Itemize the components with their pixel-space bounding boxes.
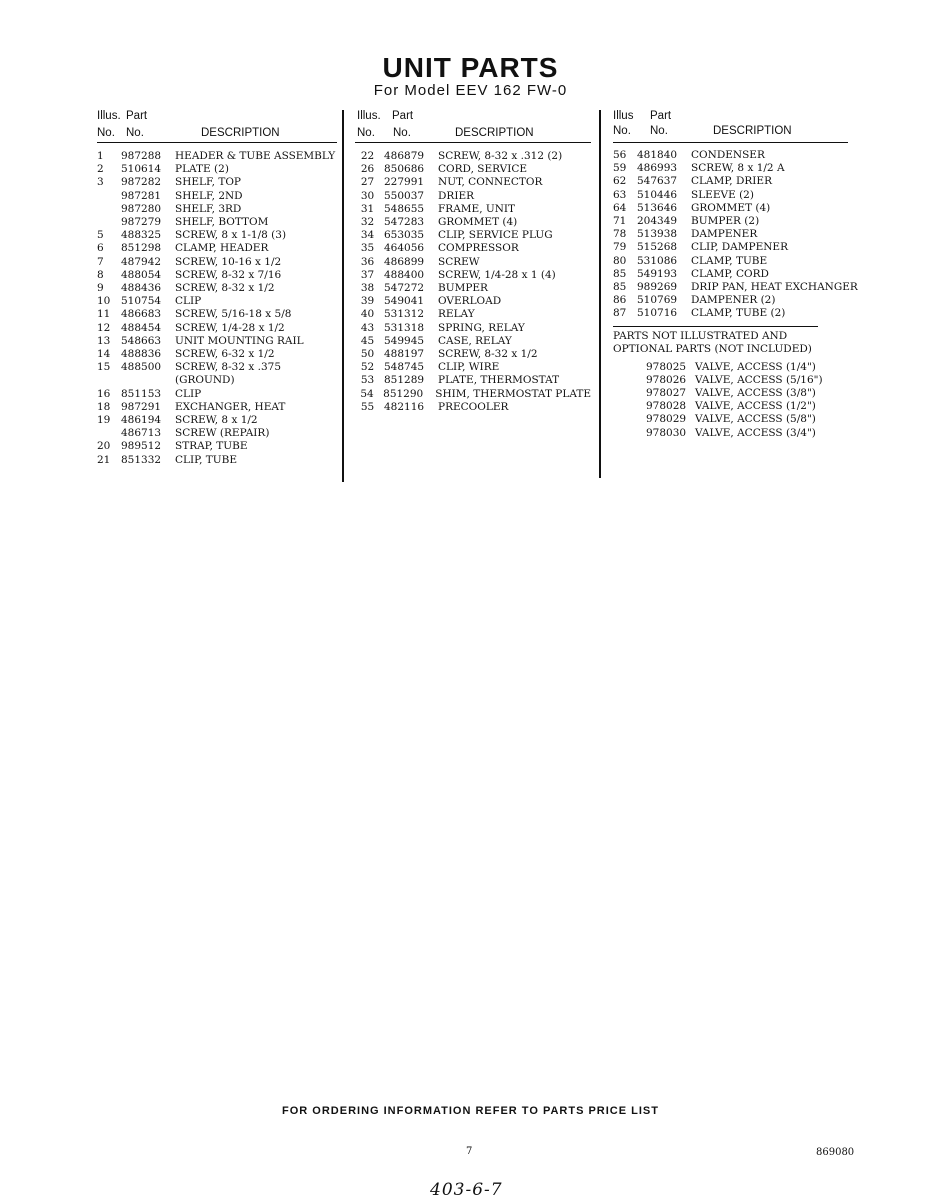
part-number: 227991 bbox=[384, 176, 425, 189]
part-description: SCREW, 8-32 x 7/16 bbox=[175, 268, 282, 281]
part-description: CLIP bbox=[175, 387, 202, 400]
parts-row bbox=[97, 242, 337, 255]
illus-number: 5 bbox=[97, 229, 104, 242]
part-description: SLEEVE (2) bbox=[691, 188, 754, 201]
parts-row bbox=[355, 335, 591, 348]
part-description: OVERLOAD bbox=[438, 295, 502, 308]
illus-number: 39 bbox=[360, 295, 375, 308]
part-number: 987279 bbox=[121, 216, 162, 229]
part-number: 488197 bbox=[384, 348, 425, 361]
parts-row bbox=[355, 150, 591, 163]
part-number: 486899 bbox=[384, 255, 425, 268]
parts-row bbox=[97, 440, 337, 453]
optional-parts-list bbox=[613, 361, 863, 440]
parts-row bbox=[355, 308, 591, 321]
illus-number: 20 bbox=[97, 440, 111, 453]
part-number: 481840 bbox=[637, 149, 678, 161]
part-number: 978026 bbox=[646, 373, 687, 386]
illus-number: 86 bbox=[613, 294, 627, 307]
part-description: SCREW bbox=[438, 255, 480, 268]
part-description: SCREW, 1/4-28 x 1/2 bbox=[175, 321, 285, 334]
not-illustrated-note bbox=[613, 326, 818, 357]
part-number: 987282 bbox=[121, 176, 162, 189]
part-number: 548655 bbox=[384, 202, 425, 215]
illus-number: 32 bbox=[360, 216, 375, 229]
parts-row bbox=[97, 401, 337, 414]
illus-number: 27 bbox=[360, 176, 375, 189]
illus-number: 87 bbox=[613, 307, 627, 320]
parts-row bbox=[355, 256, 591, 269]
part-number: 549945 bbox=[384, 334, 425, 347]
parts-row bbox=[355, 176, 591, 189]
part-description: PLATE (2) bbox=[175, 163, 229, 176]
illus-number: 71 bbox=[613, 215, 627, 228]
part-description: CLIP, DAMPENER bbox=[691, 241, 789, 254]
illus-number: 26 bbox=[360, 163, 375, 176]
illus-number: 2 bbox=[97, 163, 104, 176]
optional-part-row bbox=[613, 361, 863, 374]
part-description: HEADER & TUBE ASSEMBLY bbox=[175, 150, 336, 162]
illus-number: 9 bbox=[97, 282, 104, 295]
parts-row bbox=[355, 374, 591, 387]
part-description: UNIT MOUNTING RAIL bbox=[175, 334, 304, 347]
part-number: 510446 bbox=[637, 188, 678, 201]
parts-row bbox=[613, 162, 863, 175]
parts-row bbox=[97, 176, 337, 189]
illus-number: 11 bbox=[97, 308, 111, 321]
part-description: NUT, CONNECTOR bbox=[438, 176, 543, 189]
parts-row bbox=[97, 454, 337, 467]
parts-row bbox=[613, 202, 863, 215]
description-header-label: DESCRIPTION bbox=[201, 127, 280, 139]
part-number: 851290 bbox=[383, 387, 424, 400]
part-number: 488400 bbox=[384, 268, 425, 281]
part-number bbox=[121, 374, 175, 387]
optional-part-row bbox=[613, 400, 863, 413]
parts-row bbox=[97, 361, 337, 374]
part-description: VALVE, ACCESS (5/8") bbox=[695, 413, 816, 426]
illus-no-header-label: No. bbox=[613, 125, 631, 137]
part-description: DAMPENER (2) bbox=[691, 294, 776, 307]
handwritten-note: 403-6-7 bbox=[430, 1180, 503, 1200]
illus-number: 36 bbox=[360, 255, 375, 268]
part-description: VALVE, ACCESS (3/4") bbox=[695, 426, 816, 439]
parts-list bbox=[355, 150, 591, 414]
part-description: SCREW, 8-32 x .312 (2) bbox=[438, 150, 563, 162]
part-number: 549193 bbox=[637, 267, 678, 280]
part-number: 513646 bbox=[637, 201, 678, 214]
part-description: VALVE, ACCESS (1/4") bbox=[695, 360, 816, 373]
illus-number: 22 bbox=[360, 150, 375, 162]
part-no-header-label: No. bbox=[650, 125, 668, 137]
parts-row bbox=[613, 294, 863, 307]
ordering-note: FOR ORDERING INFORMATION REFER TO PARTS PRICE LIST bbox=[282, 1105, 659, 1117]
illus-number: 59 bbox=[613, 162, 627, 175]
part-no-header-label: No. bbox=[126, 127, 144, 139]
parts-row bbox=[355, 216, 591, 229]
part-description: VALVE, ACCESS (1/2") bbox=[695, 400, 816, 413]
illus-number: 55 bbox=[360, 400, 375, 413]
part-header-label: Part bbox=[650, 110, 672, 122]
part-number: 851298 bbox=[121, 242, 162, 255]
part-description: SHELF, TOP bbox=[175, 176, 241, 189]
part-description: SCREW, 10-16 x 1/2 bbox=[175, 255, 282, 268]
parts-row bbox=[355, 322, 591, 335]
part-description: CORD, SERVICE bbox=[438, 163, 528, 176]
part-number: 547637 bbox=[637, 175, 678, 188]
part-number: 851332 bbox=[121, 453, 162, 466]
part-description: PLATE, THERMOSTAT bbox=[438, 374, 560, 387]
part-description: SCREW, 8 x 1/2 bbox=[175, 414, 258, 427]
illus-number: 35 bbox=[360, 242, 375, 255]
parts-row bbox=[97, 308, 337, 321]
illus-number bbox=[97, 374, 121, 387]
parts-row bbox=[355, 269, 591, 282]
part-number: 987280 bbox=[121, 202, 162, 215]
illus-number: 52 bbox=[360, 361, 375, 374]
parts-row bbox=[97, 335, 337, 348]
part-description: VALVE, ACCESS (5/16") bbox=[695, 373, 823, 386]
part-number: 548745 bbox=[384, 361, 425, 374]
page-title: UNIT PARTS bbox=[382, 52, 559, 83]
column-divider bbox=[599, 110, 601, 478]
part-description: CLAMP, TUBE bbox=[691, 254, 768, 267]
parts-row bbox=[97, 256, 337, 269]
illus-number: 15 bbox=[97, 361, 111, 374]
part-description: CASE, RELAY bbox=[438, 334, 512, 347]
illus-header-label: Illus. bbox=[357, 110, 381, 122]
parts-row bbox=[613, 215, 863, 228]
parts-row bbox=[97, 163, 337, 176]
illus-number: 6 bbox=[97, 242, 104, 255]
illus-number: 34 bbox=[360, 229, 375, 242]
parts-row bbox=[97, 150, 337, 163]
part-number: 987291 bbox=[121, 400, 162, 413]
part-description: SHELF, 2ND bbox=[175, 189, 243, 202]
illus-number: 80 bbox=[613, 254, 627, 267]
illus-number: 85 bbox=[613, 267, 627, 280]
parts-row bbox=[97, 269, 337, 282]
part-number: 486683 bbox=[121, 308, 162, 321]
part-description: SCREW, 8 x 1-1/8 (3) bbox=[175, 229, 287, 242]
parts-row bbox=[97, 427, 337, 440]
parts-row bbox=[97, 374, 337, 387]
illus-number: 78 bbox=[613, 228, 627, 241]
parts-row bbox=[97, 414, 337, 427]
document-number: 869080 bbox=[816, 1147, 855, 1158]
illus-number: 62 bbox=[613, 175, 627, 188]
part-description: CLAMP, CORD bbox=[691, 267, 769, 280]
illus-number: 40 bbox=[360, 308, 375, 321]
parts-row bbox=[613, 189, 863, 202]
part-number: 488454 bbox=[121, 321, 162, 334]
note-line-1: PARTS NOT ILLUSTRATED AND bbox=[613, 329, 788, 342]
note-line-2: OPTIONAL PARTS (NOT INCLUDED) bbox=[613, 343, 812, 356]
part-description: SHELF, BOTTOM bbox=[175, 216, 269, 229]
part-header-label: Part bbox=[392, 110, 414, 122]
parts-row bbox=[355, 282, 591, 295]
parts-row bbox=[355, 388, 591, 401]
part-number: 488436 bbox=[121, 282, 162, 295]
part-description: BUMPER (2) bbox=[691, 215, 760, 228]
part-description: SHIM, THERMOSTAT PLATE bbox=[435, 387, 591, 400]
parts-row bbox=[355, 190, 591, 203]
illus-number: 18 bbox=[97, 400, 111, 413]
column-header bbox=[355, 108, 591, 143]
parts-list bbox=[97, 150, 337, 467]
part-description: SPRING, RELAY bbox=[438, 321, 525, 334]
illus-number: 7 bbox=[97, 255, 104, 268]
part-description: PRECOOLER bbox=[438, 400, 509, 413]
parts-row bbox=[613, 175, 863, 188]
part-description: SCREW, 8-32 x 1/2 bbox=[438, 348, 538, 361]
illus-number: 45 bbox=[360, 334, 375, 347]
illus-number bbox=[97, 190, 121, 203]
parts-list bbox=[613, 149, 863, 321]
parts-row bbox=[613, 281, 863, 294]
part-number: 989269 bbox=[637, 281, 678, 294]
part-number: 547272 bbox=[384, 282, 425, 295]
optional-part-row bbox=[613, 427, 863, 440]
illus-number: 63 bbox=[613, 188, 627, 201]
part-description: CONDENSER bbox=[691, 149, 765, 161]
part-number: 978029 bbox=[646, 413, 687, 426]
part-number: 550037 bbox=[384, 189, 425, 202]
parts-row bbox=[613, 149, 863, 162]
parts-row bbox=[355, 295, 591, 308]
part-description: CLAMP, DRIER bbox=[691, 175, 772, 188]
parts-row bbox=[97, 348, 337, 361]
part-description: SCREW, 1/4-28 x 1 (4) bbox=[438, 268, 556, 281]
illus-number: 13 bbox=[97, 334, 111, 347]
illus-number: 10 bbox=[97, 295, 111, 308]
page-number: 7 bbox=[466, 1146, 473, 1157]
part-number: 482116 bbox=[384, 400, 425, 413]
illus-number: 79 bbox=[613, 241, 627, 254]
part-number: 850686 bbox=[384, 163, 425, 176]
part-number: 488054 bbox=[121, 268, 162, 281]
part-description: DAMPENER bbox=[691, 228, 758, 241]
part-description: SCREW, 6-32 x 1/2 bbox=[175, 348, 275, 361]
parts-row bbox=[97, 388, 337, 401]
part-no-header-label: No. bbox=[393, 127, 411, 139]
part-description: DRIER bbox=[438, 189, 475, 202]
part-number: 486879 bbox=[384, 150, 425, 162]
part-description: SHELF, 3RD bbox=[175, 202, 242, 215]
illus-number: 56 bbox=[613, 149, 627, 161]
part-number: 851289 bbox=[384, 374, 425, 387]
part-description: COMPRESSOR bbox=[438, 242, 519, 255]
part-description: RELAY bbox=[438, 308, 475, 321]
part-number: 488325 bbox=[121, 229, 162, 242]
description-header-label: DESCRIPTION bbox=[713, 125, 792, 137]
parts-row bbox=[355, 242, 591, 255]
column-header bbox=[97, 108, 337, 143]
part-description: DRIP PAN, HEAT EXCHANGER bbox=[691, 281, 858, 294]
illus-number: 50 bbox=[360, 348, 375, 361]
part-description: CLAMP, TUBE (2) bbox=[691, 307, 786, 320]
parts-row bbox=[355, 229, 591, 242]
part-number: 204349 bbox=[637, 215, 678, 228]
parts-row bbox=[613, 268, 863, 281]
illus-number: 8 bbox=[97, 268, 104, 281]
part-number: 653035 bbox=[384, 229, 425, 242]
parts-row bbox=[97, 190, 337, 203]
part-description: (GROUND) bbox=[175, 374, 235, 387]
part-description: SCREW, 8 x 1/2 A bbox=[691, 162, 785, 175]
illus-number: 37 bbox=[360, 268, 375, 281]
illus-number bbox=[97, 216, 121, 229]
part-number: 515268 bbox=[637, 241, 678, 254]
model-subtitle: For Model EEV 162 FW-0 bbox=[373, 82, 568, 99]
part-description: STRAP, TUBE bbox=[175, 440, 248, 453]
part-number: 989512 bbox=[121, 440, 162, 453]
parts-row bbox=[613, 255, 863, 268]
column-divider bbox=[342, 110, 344, 482]
part-number: 978028 bbox=[646, 400, 687, 413]
part-number: 978027 bbox=[646, 387, 687, 400]
illus-header-label: Illus bbox=[613, 110, 634, 122]
optional-part-row bbox=[613, 413, 863, 426]
part-description: SCREW, 8-32 x .375 bbox=[175, 361, 281, 374]
parts-row bbox=[355, 361, 591, 374]
illus-number: 12 bbox=[97, 321, 111, 334]
part-number: 531312 bbox=[384, 308, 425, 321]
part-number: 486194 bbox=[121, 414, 162, 427]
part-description: FRAME, UNIT bbox=[438, 202, 516, 215]
illus-number: 38 bbox=[360, 282, 375, 295]
illus-number bbox=[97, 203, 121, 216]
illus-number: 19 bbox=[97, 414, 111, 427]
illus-number bbox=[97, 427, 121, 440]
part-description: CLIP bbox=[175, 295, 202, 308]
illus-number: 14 bbox=[97, 348, 111, 361]
parts-row bbox=[97, 203, 337, 216]
illus-number: 21 bbox=[97, 453, 111, 466]
part-number: 987288 bbox=[121, 150, 162, 162]
part-number: 549041 bbox=[384, 295, 425, 308]
parts-column-2 bbox=[355, 108, 591, 414]
illus-header-label: Illus. bbox=[97, 110, 121, 122]
parts-column-3 bbox=[613, 108, 863, 440]
part-number: 487942 bbox=[121, 255, 162, 268]
part-description: EXCHANGER, HEAT bbox=[175, 400, 286, 413]
part-number: 510716 bbox=[637, 307, 678, 320]
illus-no-header-label: No. bbox=[357, 127, 375, 139]
part-number: 488836 bbox=[121, 348, 162, 361]
part-number: 978030 bbox=[646, 426, 687, 439]
illus-number: 85 bbox=[613, 281, 627, 294]
illus-number: 30 bbox=[360, 189, 375, 202]
part-description: SCREW (REPAIR) bbox=[175, 427, 270, 440]
part-description: CLIP, TUBE bbox=[175, 453, 238, 466]
part-description: VALVE, ACCESS (3/8") bbox=[695, 387, 816, 400]
part-number: 488500 bbox=[121, 361, 162, 374]
part-number: 464056 bbox=[384, 242, 425, 255]
part-number: 851153 bbox=[121, 387, 162, 400]
part-number: 547283 bbox=[384, 216, 425, 229]
part-number: 548663 bbox=[121, 334, 162, 347]
parts-row bbox=[613, 241, 863, 254]
part-description: SCREW, 5/16-18 x 5/8 bbox=[175, 308, 292, 321]
part-number: 486713 bbox=[121, 427, 162, 440]
illus-number: 53 bbox=[360, 374, 375, 387]
parts-row bbox=[355, 203, 591, 216]
parts-row bbox=[97, 282, 337, 295]
parts-row bbox=[613, 307, 863, 320]
parts-row bbox=[613, 228, 863, 241]
parts-row bbox=[355, 401, 591, 414]
parts-row bbox=[97, 216, 337, 229]
illus-number: 1 bbox=[97, 150, 104, 162]
parts-row bbox=[97, 295, 337, 308]
illus-number: 31 bbox=[360, 202, 375, 215]
parts-row bbox=[355, 348, 591, 361]
column-header bbox=[613, 108, 848, 143]
optional-part-row bbox=[613, 387, 863, 400]
parts-row bbox=[97, 229, 337, 242]
parts-row bbox=[355, 163, 591, 176]
part-description: GROMMET (4) bbox=[438, 216, 518, 229]
part-description: CLIP, WIRE bbox=[438, 361, 500, 374]
part-description: CLIP, SERVICE PLUG bbox=[438, 229, 553, 242]
description-header-label: DESCRIPTION bbox=[455, 127, 534, 139]
illus-number: 16 bbox=[97, 387, 111, 400]
part-number: 510769 bbox=[637, 294, 678, 307]
illus-number: 64 bbox=[613, 201, 627, 214]
illus-no-header-label: No. bbox=[97, 127, 115, 139]
part-header-label: Part bbox=[126, 110, 148, 122]
part-description: GROMMET (4) bbox=[691, 201, 771, 214]
parts-column-1 bbox=[97, 108, 337, 467]
part-number: 513938 bbox=[637, 228, 678, 241]
optional-part-row bbox=[613, 374, 863, 387]
illus-number: 3 bbox=[97, 176, 104, 189]
part-number: 531318 bbox=[384, 321, 425, 334]
illus-number: 54 bbox=[360, 387, 374, 400]
part-description: SCREW, 8-32 x 1/2 bbox=[175, 282, 275, 295]
part-number: 987281 bbox=[121, 189, 162, 202]
part-number: 978025 bbox=[646, 360, 687, 373]
part-description: BUMPER bbox=[438, 282, 488, 295]
part-number: 486993 bbox=[637, 162, 678, 175]
part-number: 510754 bbox=[121, 295, 162, 308]
parts-row bbox=[97, 322, 337, 335]
part-number: 531086 bbox=[637, 254, 678, 267]
part-number: 510614 bbox=[121, 163, 162, 176]
illus-number: 43 bbox=[360, 321, 375, 334]
part-description: CLAMP, HEADER bbox=[175, 242, 269, 255]
